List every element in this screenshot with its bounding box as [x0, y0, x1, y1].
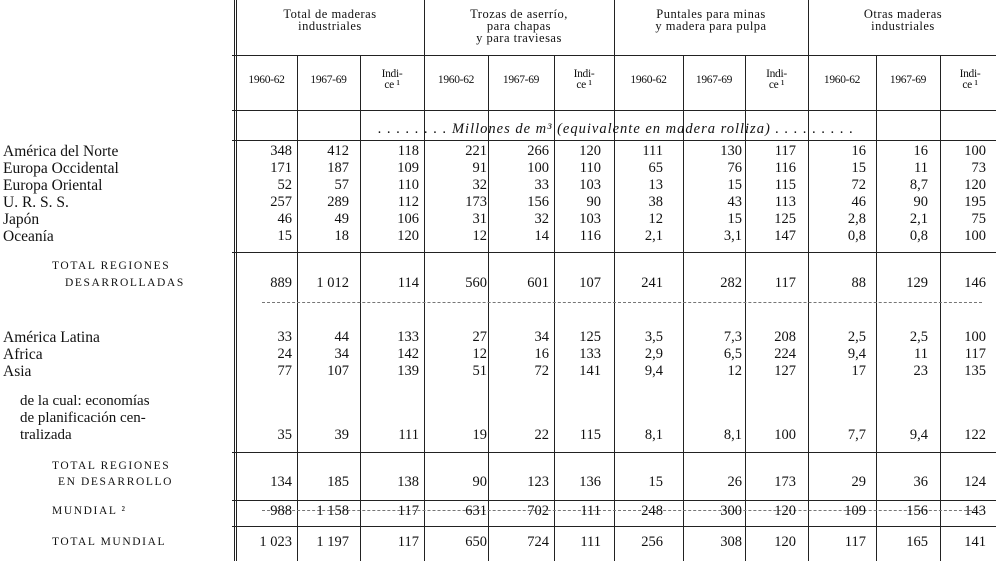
sub-header: Indi- ce ¹ — [381, 68, 403, 91]
table-cell: 12 — [648, 211, 663, 227]
row-rule — [232, 55, 996, 56]
table-cell: 27 — [472, 329, 487, 345]
table-cell: 32 — [472, 177, 487, 193]
table-cell: 12 — [727, 363, 742, 379]
table-cell: 282 — [720, 275, 742, 291]
sub-header: Indi- ce ¹ — [573, 68, 595, 91]
table-cell: 100 — [964, 228, 986, 244]
table-cell: 127 — [774, 363, 796, 379]
table-cell: 135 — [964, 363, 986, 379]
table-cell: 889 — [270, 275, 292, 291]
table-cell: 8,1 — [723, 427, 742, 443]
sub-header: 1967-69 — [310, 73, 347, 86]
table-cell: 142 — [397, 346, 419, 362]
table-cell: 173 — [774, 474, 796, 490]
table-cell: 266 — [527, 143, 549, 159]
dashed-rule — [262, 302, 982, 303]
table-cell: 631 — [465, 503, 487, 519]
table-cell: 147 — [774, 228, 796, 244]
group-header: Puntales para minas y madera para pulpa — [655, 7, 767, 33]
table-cell: 117 — [844, 534, 866, 550]
table-cell: 130 — [720, 143, 742, 159]
table-cell: 111 — [398, 427, 419, 443]
table-cell: 120 — [579, 143, 601, 159]
sub-header: 1960-62 — [630, 73, 667, 86]
table-cell: 221 — [465, 143, 487, 159]
table-cell: 15 — [277, 228, 292, 244]
table-cell: 141 — [579, 363, 601, 379]
table-cell: 134 — [270, 474, 292, 490]
table-cell: 114 — [397, 275, 419, 291]
table-cell: 100 — [964, 329, 986, 345]
table-cell: 107 — [579, 275, 601, 291]
table-cell: 36 — [913, 474, 928, 490]
table-cell: 46 — [851, 194, 866, 210]
sub-header: 1960-62 — [248, 73, 285, 86]
table-cell: 109 — [844, 503, 866, 519]
table-cell: 111 — [642, 143, 663, 159]
table-cell: 133 — [579, 346, 601, 362]
table-cell: 117 — [774, 143, 796, 159]
table-cell: 117 — [774, 275, 796, 291]
table-cell: 988 — [270, 503, 292, 519]
table-cell: 173 — [465, 194, 487, 210]
table-cell: 22 — [534, 427, 549, 443]
table-cell: 33 — [534, 177, 549, 193]
row-label — [52, 458, 170, 475]
table-cell: 702 — [527, 503, 549, 519]
row-label — [52, 534, 166, 551]
row-label: Europa Oriental — [3, 177, 103, 194]
row-label-text: EN DESARROLLO — [58, 476, 174, 488]
table-cell: 18 — [334, 228, 349, 244]
table-cell: 308 — [720, 534, 742, 550]
table-cell: 156 — [527, 194, 549, 210]
table-cell: 75 — [971, 211, 986, 227]
table-cell: 0,8 — [909, 228, 928, 244]
table-cell: 110 — [397, 177, 419, 193]
table-cell: 73 — [971, 160, 986, 176]
table-cell: 12 — [472, 228, 487, 244]
table-cell: 6,5 — [723, 346, 742, 362]
table-cell: 15 — [727, 177, 742, 193]
table-cell: 90 — [913, 194, 928, 210]
table-cell: 116 — [579, 228, 601, 244]
table-cell: 39 — [334, 427, 349, 443]
table-cell: 560 — [465, 275, 487, 291]
table-cell: 116 — [774, 160, 796, 176]
row-label — [52, 258, 170, 275]
table-cell: 15 — [851, 160, 866, 176]
table-cell: 51 — [472, 363, 487, 379]
table-cell: 113 — [774, 194, 796, 210]
table-cell: 100 — [964, 143, 986, 159]
sub-header: Indi- ce ¹ — [959, 68, 981, 91]
table-cell: 208 — [774, 329, 796, 345]
table-cell: 49 — [334, 211, 349, 227]
table-cell: 16 — [851, 143, 866, 159]
sub-header: 1967-69 — [502, 73, 540, 86]
table-cell: 601 — [527, 275, 549, 291]
table-cell: 14 — [534, 228, 549, 244]
row-label: Oceanía — [3, 228, 54, 245]
table-cell: 115 — [579, 427, 601, 443]
group-header: Total de maderas industriales — [283, 7, 377, 33]
table-cell: 107 — [327, 363, 349, 379]
table-cell: 2,8 — [847, 211, 866, 227]
row-label-text: TOTAL REGIONES — [52, 260, 171, 272]
row-rule — [232, 500, 996, 501]
row-label: Japón — [3, 211, 40, 228]
table-cell: 1 023 — [259, 534, 292, 550]
sub-header: 1967-69 — [695, 73, 733, 86]
table-cell: 117 — [964, 346, 986, 362]
table-cell: 43 — [727, 194, 742, 210]
table-cell: 2,1 — [909, 211, 928, 227]
table-cell: 38 — [648, 194, 663, 210]
table-cell: 103 — [579, 177, 601, 193]
table-cell: 110 — [579, 160, 601, 176]
table-cell: 125 — [774, 211, 796, 227]
row-label-text: DESARROLLADAS — [65, 277, 185, 289]
table-cell: 118 — [397, 143, 419, 159]
table-cell: 8,1 — [644, 427, 663, 443]
table-cell: 7,7 — [847, 427, 866, 443]
row-label — [58, 474, 173, 491]
group-header: Otras maderas industriales — [863, 7, 943, 33]
table-cell: 90 — [586, 194, 601, 210]
table-cell: 11 — [914, 346, 928, 362]
table-cell: 112 — [397, 194, 419, 210]
table-cell: 34 — [334, 346, 349, 362]
table-cell: 123 — [527, 474, 549, 490]
table-cell: 103 — [579, 211, 601, 227]
table-cell: 111 — [580, 503, 601, 519]
table-cell: 19 — [472, 427, 487, 443]
table-cell: 1 197 — [316, 534, 349, 550]
table-cell: 16 — [913, 143, 928, 159]
table-cell: 136 — [579, 474, 601, 490]
row-label — [52, 503, 127, 520]
row-label: América del Norte — [3, 143, 119, 160]
table-cell: 120 — [774, 503, 796, 519]
table-cell: 133 — [397, 329, 419, 345]
table-cell: 224 — [774, 346, 796, 362]
table-cell: 120 — [774, 534, 796, 550]
row-label-text: TOTAL REGIONES — [52, 460, 171, 472]
row-rule — [232, 140, 996, 141]
table-cell: 65 — [648, 160, 663, 176]
table-cell: 12 — [472, 346, 487, 362]
table-cell: 122 — [964, 427, 986, 443]
table-cell: 256 — [641, 534, 663, 550]
table-cell: 187 — [327, 160, 349, 176]
table-cell: 24 — [277, 346, 292, 362]
table-cell: 165 — [906, 534, 928, 550]
table-cell: 33 — [277, 329, 292, 345]
row-label-text: MUNDIAL ² — [52, 505, 127, 517]
table-cell: 120 — [964, 177, 986, 193]
table-cell: 143 — [964, 503, 986, 519]
row-label — [65, 275, 185, 292]
table-cell: 106 — [397, 211, 419, 227]
table-cell: 17 — [851, 363, 866, 379]
column-rule — [234, 0, 235, 561]
table-cell: 3,5 — [644, 329, 663, 345]
row-label: América Latina — [3, 329, 100, 346]
table-cell: 57 — [334, 177, 349, 193]
table-cell: 32 — [534, 211, 549, 227]
table-cell: 2,1 — [644, 228, 663, 244]
table-cell: 9,4 — [847, 346, 866, 362]
table-cell: 34 — [534, 329, 549, 345]
row-label: U. R. S. S. — [3, 194, 69, 211]
table-cell: 146 — [964, 275, 986, 291]
row-label: de la cual: economías — [20, 393, 150, 409]
table-cell: 44 — [334, 329, 349, 345]
table-cell: 26 — [727, 474, 742, 490]
row-label-text: TOTAL MUNDIAL — [52, 536, 167, 548]
table-cell: 348 — [270, 143, 292, 159]
table-cell: 109 — [397, 160, 419, 176]
table-cell: 91 — [472, 160, 487, 176]
row-label: tralizada — [20, 427, 72, 443]
table-cell: 1 158 — [316, 503, 349, 519]
units-line: . . . . . . . . Millones de m³ (equivalente en madera rolliza) . . . . . . . . . — [377, 121, 855, 137]
table-cell: 100 — [774, 427, 796, 443]
row-rule — [232, 252, 996, 253]
table-cell: 125 — [579, 329, 601, 345]
table-cell: 2,5 — [847, 329, 866, 345]
table-cell: 138 — [397, 474, 419, 490]
table-cell: 15 — [648, 474, 663, 490]
table-cell: 52 — [277, 177, 292, 193]
row-label: de planificación cen- — [20, 410, 146, 426]
table-cell: 90 — [472, 474, 487, 490]
table-cell: 300 — [720, 503, 742, 519]
table-cell: 76 — [727, 160, 742, 176]
sub-header: Indi- ce ¹ — [766, 68, 787, 91]
table-cell: 8,7 — [909, 177, 928, 193]
table-cell: 195 — [964, 194, 986, 210]
table-cell: 88 — [851, 275, 866, 291]
table-cell: 46 — [277, 211, 292, 227]
table-cell: 23 — [913, 363, 928, 379]
table-cell: 2,9 — [644, 346, 663, 362]
table-cell: 124 — [964, 474, 986, 490]
table-cell: 72 — [534, 363, 549, 379]
row-rule — [232, 452, 996, 453]
table-cell: 120 — [397, 228, 419, 244]
table-cell: 9,4 — [644, 363, 663, 379]
table-cell: 0,8 — [847, 228, 866, 244]
row-label: Africa — [3, 346, 43, 363]
table-cell: 248 — [641, 503, 663, 519]
table-cell: 35 — [277, 427, 292, 443]
table-cell: 257 — [270, 194, 292, 210]
table-cell: 156 — [906, 503, 928, 519]
row-label: Europa Occidental — [3, 160, 119, 177]
table-cell: 77 — [277, 363, 292, 379]
table-cell: 650 — [465, 534, 487, 550]
sub-header: 1967-69 — [889, 73, 927, 86]
table-cell: 115 — [774, 177, 796, 193]
table-cell: 13 — [648, 177, 663, 193]
table-cell: 16 — [534, 346, 549, 362]
table-cell: 29 — [851, 474, 866, 490]
table-cell: 72 — [851, 177, 866, 193]
table-cell: 139 — [397, 363, 419, 379]
table-cell: 241 — [641, 275, 663, 291]
table-cell: 111 — [580, 534, 601, 550]
table-cell: 1 012 — [316, 275, 349, 291]
table-cell: 15 — [727, 211, 742, 227]
sub-header: 1960-62 — [823, 73, 861, 86]
row-rule — [232, 110, 996, 111]
table-cell: 141 — [964, 534, 986, 550]
table-cell: 412 — [327, 143, 349, 159]
table-cell: 185 — [327, 474, 349, 490]
table-cell: 117 — [397, 503, 419, 519]
table-cell: 11 — [914, 160, 928, 176]
table-cell: 117 — [397, 534, 419, 550]
table-cell: 2,5 — [909, 329, 928, 345]
row-rule — [232, 526, 996, 527]
table-cell: 3,1 — [723, 228, 742, 244]
sub-header: 1960-62 — [437, 73, 475, 86]
table-cell: 9,4 — [909, 427, 928, 443]
table-cell: 7,3 — [723, 329, 742, 345]
group-header: Trozas de aserrío, para chapas y para traviesas — [470, 7, 568, 45]
table-cell: 724 — [527, 534, 549, 550]
table-cell: 100 — [527, 160, 549, 176]
table-cell: 129 — [906, 275, 928, 291]
table-cell: 31 — [472, 211, 487, 227]
row-label: Asia — [3, 363, 32, 380]
table-cell: 171 — [270, 160, 292, 176]
table-cell: 289 — [327, 194, 349, 210]
